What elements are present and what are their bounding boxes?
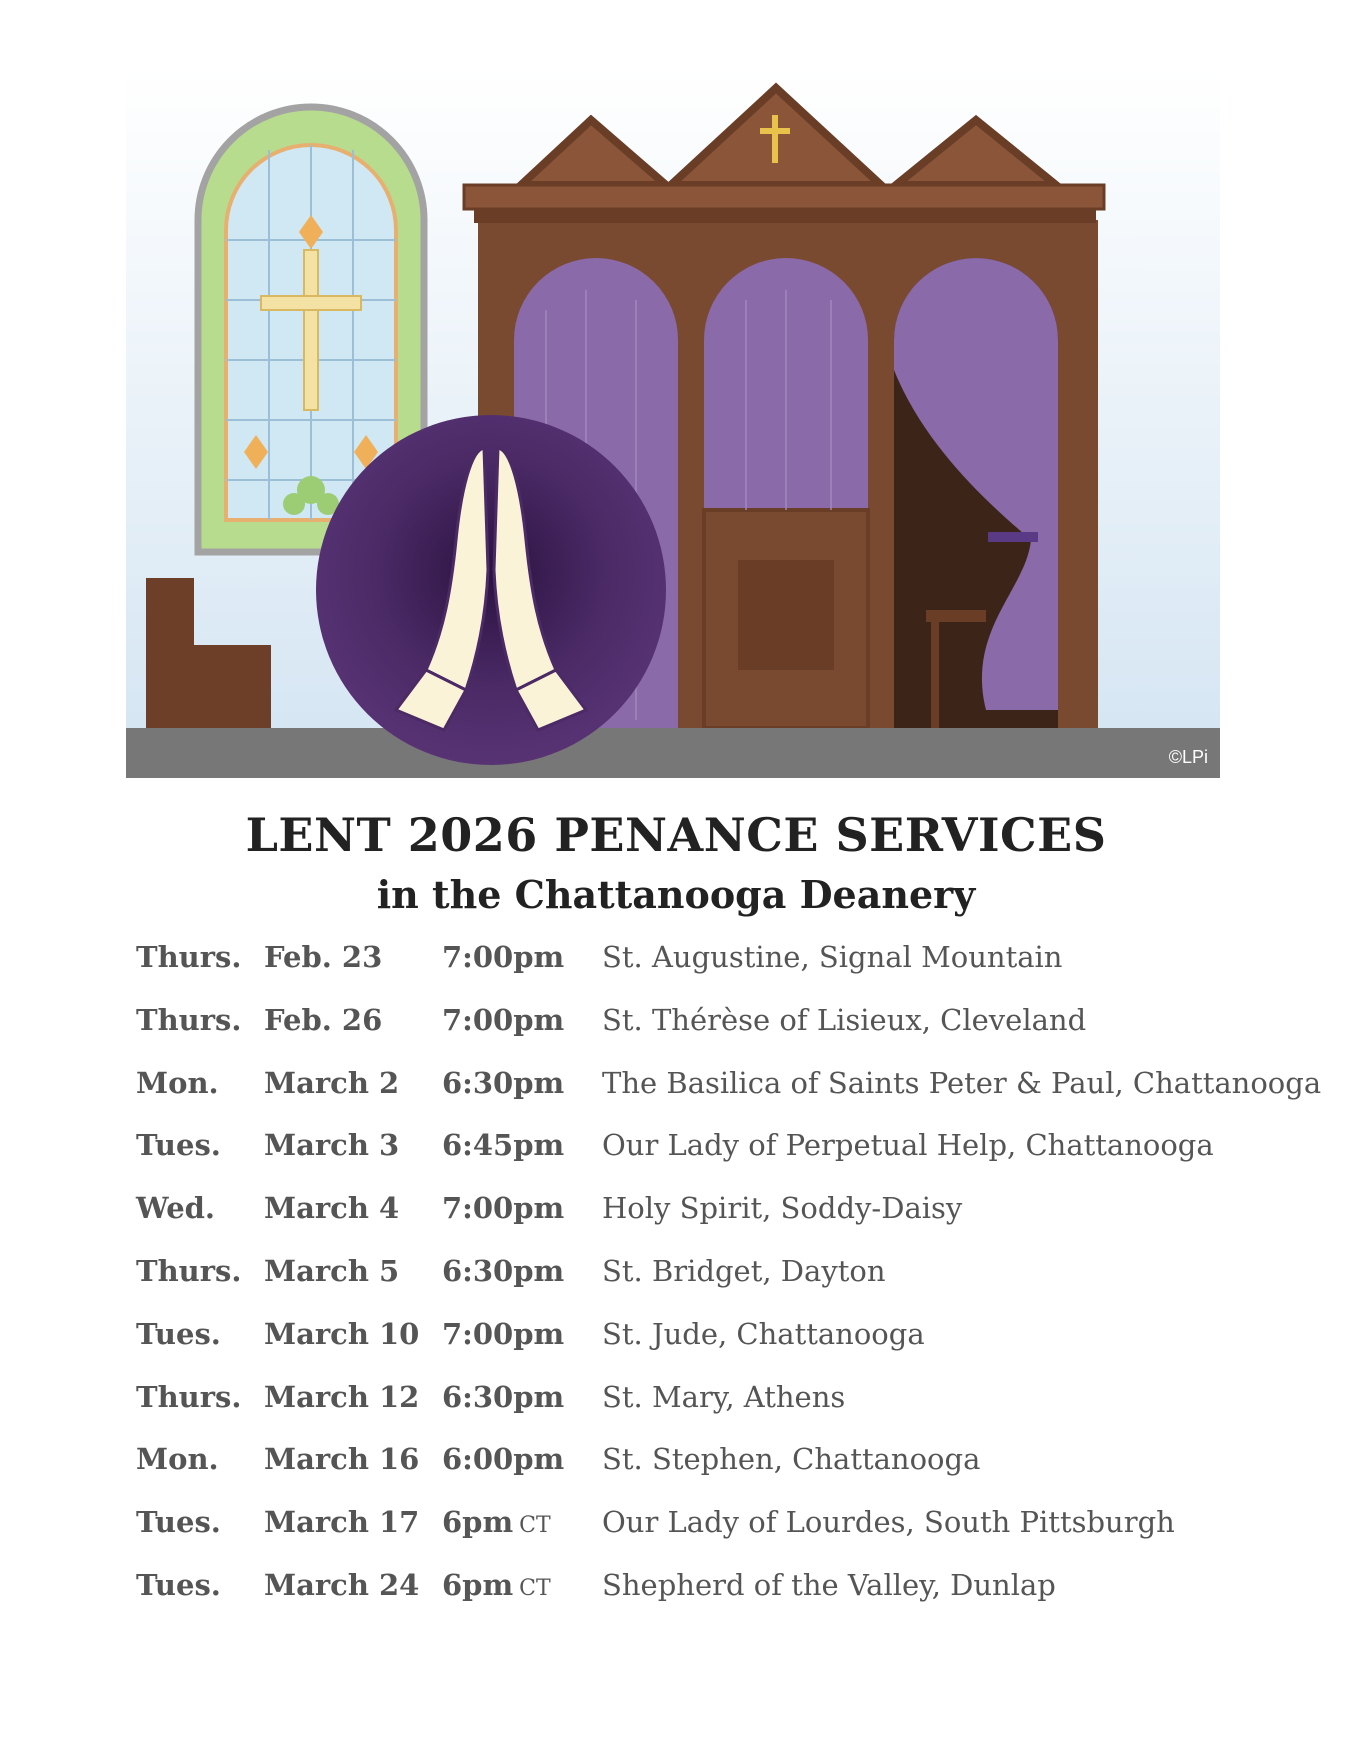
- service-location: Shepherd of the Valley, Dunlap: [602, 1567, 1056, 1602]
- service-time-value: 7:00pm: [442, 1316, 565, 1351]
- service-day: Tues.: [136, 1505, 221, 1540]
- service-time-value: 6:00pm: [442, 1442, 565, 1477]
- services-schedule: [136, 940, 1336, 1631]
- service-time-value: 6pm: [442, 1567, 514, 1602]
- service-row: [136, 1003, 1336, 1066]
- service-date: March 16: [264, 1442, 420, 1477]
- service-date: March 17: [264, 1505, 420, 1540]
- service-time: [442, 1003, 570, 1037]
- service-row: [136, 1128, 1336, 1191]
- service-day: Mon.: [136, 1442, 219, 1477]
- service-time: [442, 1128, 570, 1162]
- service-date: March 2: [264, 1065, 400, 1100]
- service-time-value: 7:00pm: [442, 1002, 565, 1037]
- service-time-value: 6:30pm: [442, 1379, 565, 1414]
- service-day: Tues.: [136, 1316, 221, 1351]
- service-time: [442, 1380, 570, 1414]
- service-row: [136, 1442, 1336, 1505]
- service-day: Wed.: [136, 1191, 216, 1226]
- service-day: Thurs.: [136, 1379, 242, 1414]
- service-day: Thurs.: [136, 1002, 242, 1037]
- copyright-credit: ©LPi: [1168, 747, 1208, 767]
- service-time: [442, 940, 570, 974]
- service-location: Our Lady of Lourdes, South Pittsburgh: [602, 1505, 1175, 1540]
- service-row: [136, 940, 1336, 1003]
- service-date: March 24: [264, 1567, 420, 1602]
- service-time: [442, 1568, 551, 1602]
- service-time: [442, 1191, 570, 1225]
- service-time: [442, 1317, 570, 1351]
- service-date: Feb. 26: [264, 1002, 383, 1037]
- service-location: The Basilica of Saints Peter & Paul, Chattanooga: [602, 1065, 1322, 1100]
- service-date: March 10: [264, 1316, 420, 1351]
- service-location: St. Jude, Chattanooga: [602, 1316, 925, 1351]
- service-time: [442, 1442, 570, 1476]
- service-day: Thurs.: [136, 1253, 242, 1288]
- service-time: [442, 1254, 570, 1288]
- service-time-value: 7:00pm: [442, 1191, 565, 1226]
- service-timezone: CT: [519, 1513, 551, 1539]
- service-time-value: 6:45pm: [442, 1128, 565, 1163]
- service-location: Holy Spirit, Soddy-Daisy: [602, 1191, 963, 1226]
- service-time-value: 6:30pm: [442, 1253, 565, 1288]
- service-row: [136, 1317, 1336, 1380]
- service-day: Tues.: [136, 1567, 221, 1602]
- service-date: March 12: [264, 1379, 420, 1414]
- service-time: [442, 1505, 551, 1539]
- service-date: Feb. 23: [264, 940, 383, 974]
- service-date: March 4: [264, 1191, 400, 1226]
- service-row: [136, 1568, 1336, 1631]
- service-row: [136, 1191, 1336, 1254]
- service-timezone: CT: [519, 1575, 551, 1601]
- service-location: St. Thérèse of Lisieux, Cleveland: [602, 1002, 1087, 1037]
- service-time-value: 6pm: [442, 1505, 514, 1540]
- service-date: March 3: [264, 1128, 400, 1163]
- page-title: LENT 2026 PENANCE SERVICES: [245, 808, 1107, 862]
- service-day: Mon.: [136, 1065, 219, 1100]
- service-time-value: 7:00pm: [442, 940, 565, 974]
- service-location: St. Bridget, Dayton: [602, 1253, 886, 1288]
- service-location: St. Augustine, Signal Mountain: [602, 940, 1063, 974]
- service-row: [136, 1505, 1336, 1568]
- service-time: [442, 1066, 570, 1100]
- confession-illustration: [126, 70, 1220, 778]
- service-day: Thurs.: [136, 940, 242, 974]
- service-location: Our Lady of Perpetual Help, Chattanooga: [602, 1128, 1214, 1163]
- service-row: [136, 1066, 1336, 1129]
- page-subtitle: in the Chattanooga Deanery: [376, 872, 976, 917]
- service-time-value: 6:30pm: [442, 1065, 565, 1100]
- service-location: St. Stephen, Chattanooga: [602, 1442, 981, 1477]
- service-row: [136, 1380, 1336, 1443]
- service-row: [136, 1254, 1336, 1317]
- service-location: St. Mary, Athens: [602, 1379, 846, 1414]
- praying-hands-icon: [316, 415, 666, 765]
- service-day: Tues.: [136, 1128, 221, 1163]
- service-date: March 5: [264, 1253, 400, 1288]
